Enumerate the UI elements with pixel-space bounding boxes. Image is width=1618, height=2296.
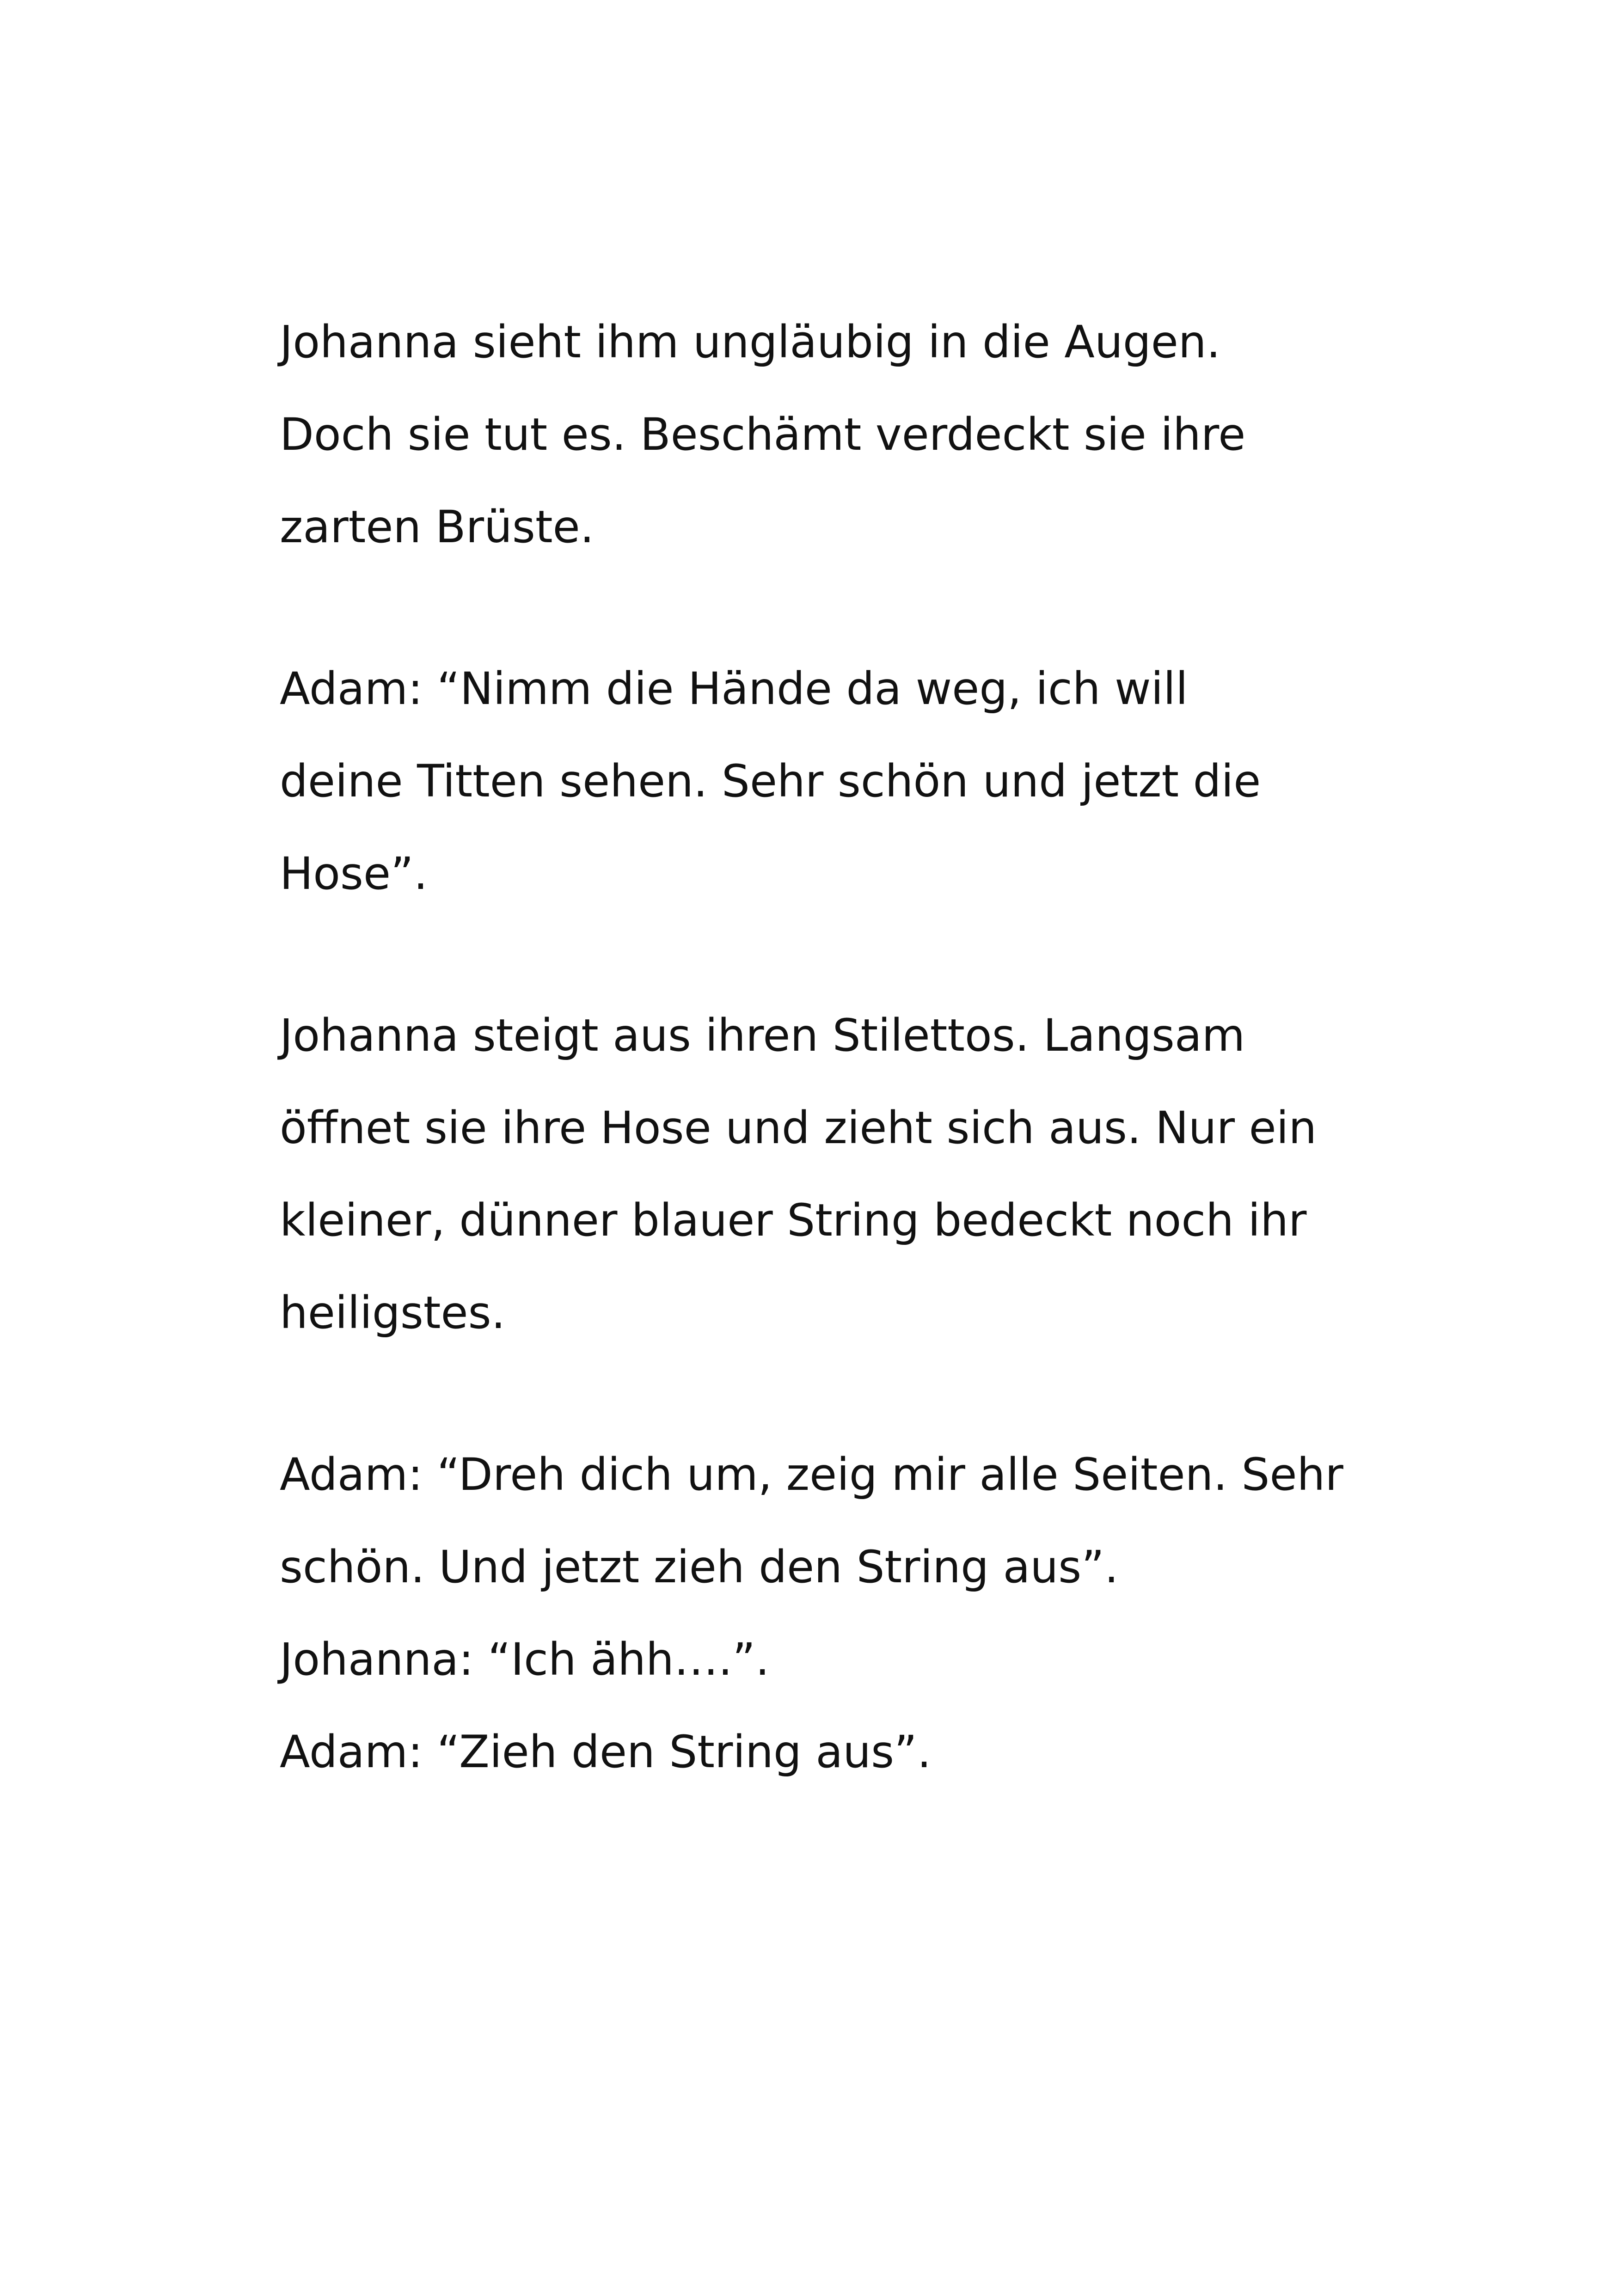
text-line: Doch sie tut es. Beschämt verdeckt sie ihre [280, 409, 1246, 460]
dialogue-line: Johanna: “Ich ähh….”. [280, 1634, 770, 1685]
text-line: deine Titten sehen. Sehr schön und jetzt die [280, 755, 1261, 807]
paragraph-spacer [280, 920, 1389, 989]
text-line: zarten Brüste. [280, 501, 594, 553]
text-line: schön. Und jetzt zieh den String aus”. [280, 1541, 1119, 1593]
text-line: Hose”. [280, 848, 428, 900]
story-text [280, 296, 1389, 1798]
text-line: öffnet sie ihre Hose und zieht sich aus. Nur ein [280, 1102, 1317, 1154]
text-line: heiligstes. [280, 1287, 506, 1339]
paragraph-spacer [280, 573, 1389, 643]
paragraph-spacer [280, 1359, 1389, 1428]
paragraph-2 [280, 643, 1389, 920]
paragraph-4 [280, 1428, 1389, 1798]
text-line: Johanna steigt aus ihren Stilettos. Langsam [280, 1010, 1245, 1061]
paragraph-1 [280, 296, 1389, 573]
text-line: Johanna sieht ihm ungläubig in die Augen. [280, 316, 1221, 368]
text-line: kleiner, dünner blauer String bedeckt noch ihr [280, 1194, 1307, 1246]
paragraph-3 [280, 989, 1389, 1359]
dialogue-line: Adam: “Zieh den String aus”. [280, 1726, 932, 1778]
text-line: Adam: “Dreh dich um, zeig mir alle Seiten. Sehr [280, 1449, 1343, 1500]
text-line: Adam: “Nimm die Hände da weg, ich will [280, 663, 1188, 715]
